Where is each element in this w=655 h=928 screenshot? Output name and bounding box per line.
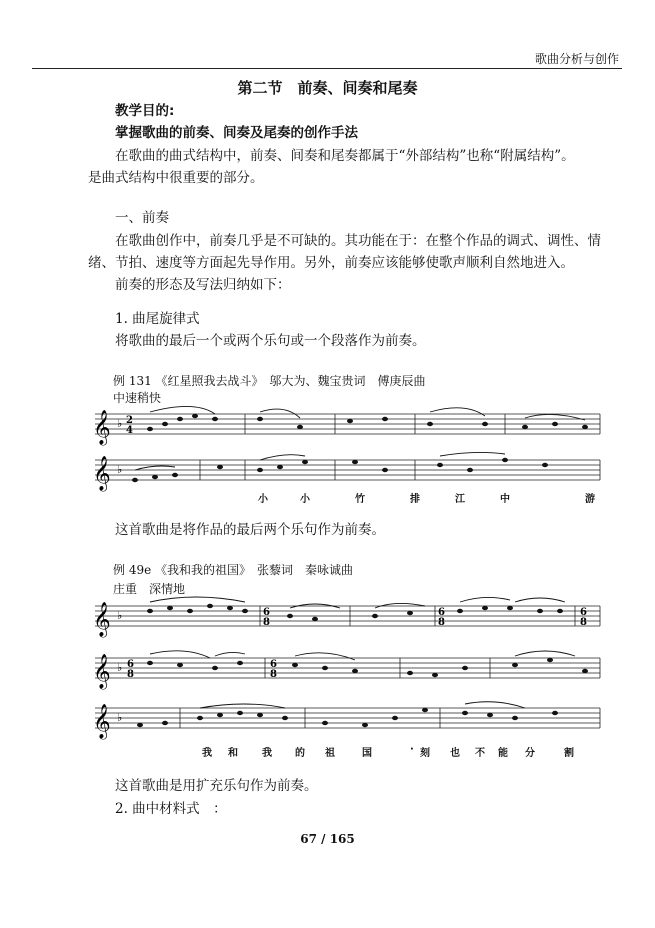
header-divider	[32, 68, 622, 69]
lyric: 的	[295, 748, 305, 759]
example2-tempo: 庄重 深情地	[113, 582, 186, 596]
svg-text:♭: ♭	[117, 661, 123, 674]
item1-desc: 将歌曲的最后一个或两个乐句或一个段落作为前奏。	[115, 333, 426, 349]
item2-heading: 2. 曲中材料式 ：	[115, 801, 227, 817]
svg-text:𝄞: 𝄞	[93, 704, 111, 739]
lyric: 竹	[355, 494, 365, 505]
svg-text:6: 6	[438, 607, 445, 618]
svg-text:6: 6	[127, 659, 134, 670]
svg-text:8: 8	[438, 617, 445, 628]
page-number: 67 / 165	[300, 832, 355, 846]
lyric: 分	[525, 748, 535, 759]
example1-note: 这首歌曲是将作品的最后两个乐句作为前奏。	[115, 522, 385, 538]
section1-line2: 绪、节拍、速度等方面起先导作用。另外，前奏应该能够使歌声顺利自然地进入。	[88, 255, 574, 271]
section1-heading: 一、前奏	[115, 210, 169, 226]
section1-line1: 在歌曲创作中，前奏几乎是不可缺的。其功能在于：在整个作品的调式、调性、情	[115, 233, 601, 249]
lyric: 我	[202, 748, 212, 759]
page-title: 第二节 前奏、间奏和尾奏	[237, 79, 418, 97]
section1-line3: 前奏的形态及写法归纳如下：	[115, 277, 291, 293]
item1-heading: 1. 曲尾旋律式	[115, 311, 200, 327]
lyric: 小	[258, 494, 268, 505]
lyric: 小	[300, 494, 310, 505]
svg-text:8: 8	[127, 669, 134, 680]
svg-text:♭: ♭	[117, 609, 123, 622]
example2-staff-3	[95, 700, 605, 740]
example2-staff-1	[95, 598, 605, 638]
example1-tempo: 中速稍快	[113, 391, 162, 405]
lyric: 刻	[420, 748, 430, 759]
svg-text:8: 8	[263, 617, 270, 628]
example1-staff-1	[95, 406, 605, 446]
example2-caption: 例 49e 《我和我的祖国》 张藜词 秦咏诚曲	[113, 563, 354, 577]
example1-staff-2	[95, 452, 605, 492]
example2-note: 这首歌曲是用扩充乐句作为前奏。	[115, 778, 318, 794]
lyric: ·	[410, 744, 414, 755]
svg-text:2: 2	[126, 415, 133, 426]
lyric: 江	[455, 494, 465, 505]
lyric: 不	[475, 748, 485, 759]
svg-text:♭: ♭	[117, 417, 123, 430]
svg-text:6: 6	[263, 607, 270, 618]
svg-text:♭: ♭	[117, 463, 123, 476]
lyric: 和	[228, 748, 238, 759]
svg-text:8: 8	[270, 669, 277, 680]
section-tag: 歌曲分析与创作	[534, 52, 619, 66]
svg-text:6: 6	[270, 659, 277, 670]
lyric: 祖	[325, 748, 335, 759]
lyric: 也	[450, 748, 460, 759]
lyric: 国	[362, 748, 372, 759]
svg-text:4: 4	[126, 425, 133, 436]
lyric: 割	[564, 748, 574, 759]
example2-staff-2	[95, 650, 605, 690]
lyric: 排	[410, 494, 420, 505]
svg-text:𝄞: 𝄞	[93, 602, 111, 637]
svg-text:♭: ♭	[117, 711, 123, 724]
lyric: 游	[585, 494, 595, 505]
objectives-goal: 掌握歌曲的前奏、间奏及尾奏的创作手法	[115, 125, 358, 141]
lyric: 能	[498, 748, 508, 759]
objectives-heading: 教学目的:	[115, 103, 175, 119]
svg-text:𝄞: 𝄞	[93, 410, 111, 445]
svg-text:8: 8	[580, 617, 587, 628]
objectives-body-line2: 是曲式结构中很重要的部分。	[88, 170, 264, 186]
example1-caption: 例 131 《红星照我去战斗》 邬大为、魏宝贵词 傅庚辰曲	[113, 374, 426, 388]
lyric: 中	[500, 494, 510, 505]
svg-text:𝄞: 𝄞	[93, 456, 111, 491]
svg-text:6: 6	[580, 607, 587, 618]
svg-text:𝄞: 𝄞	[93, 654, 111, 689]
lyric: 我	[262, 748, 272, 759]
objectives-body-line1: 在歌曲的曲式结构中，前奏、间奏和尾奏都属于“外部结构”也称“附属结构”。	[115, 148, 575, 164]
